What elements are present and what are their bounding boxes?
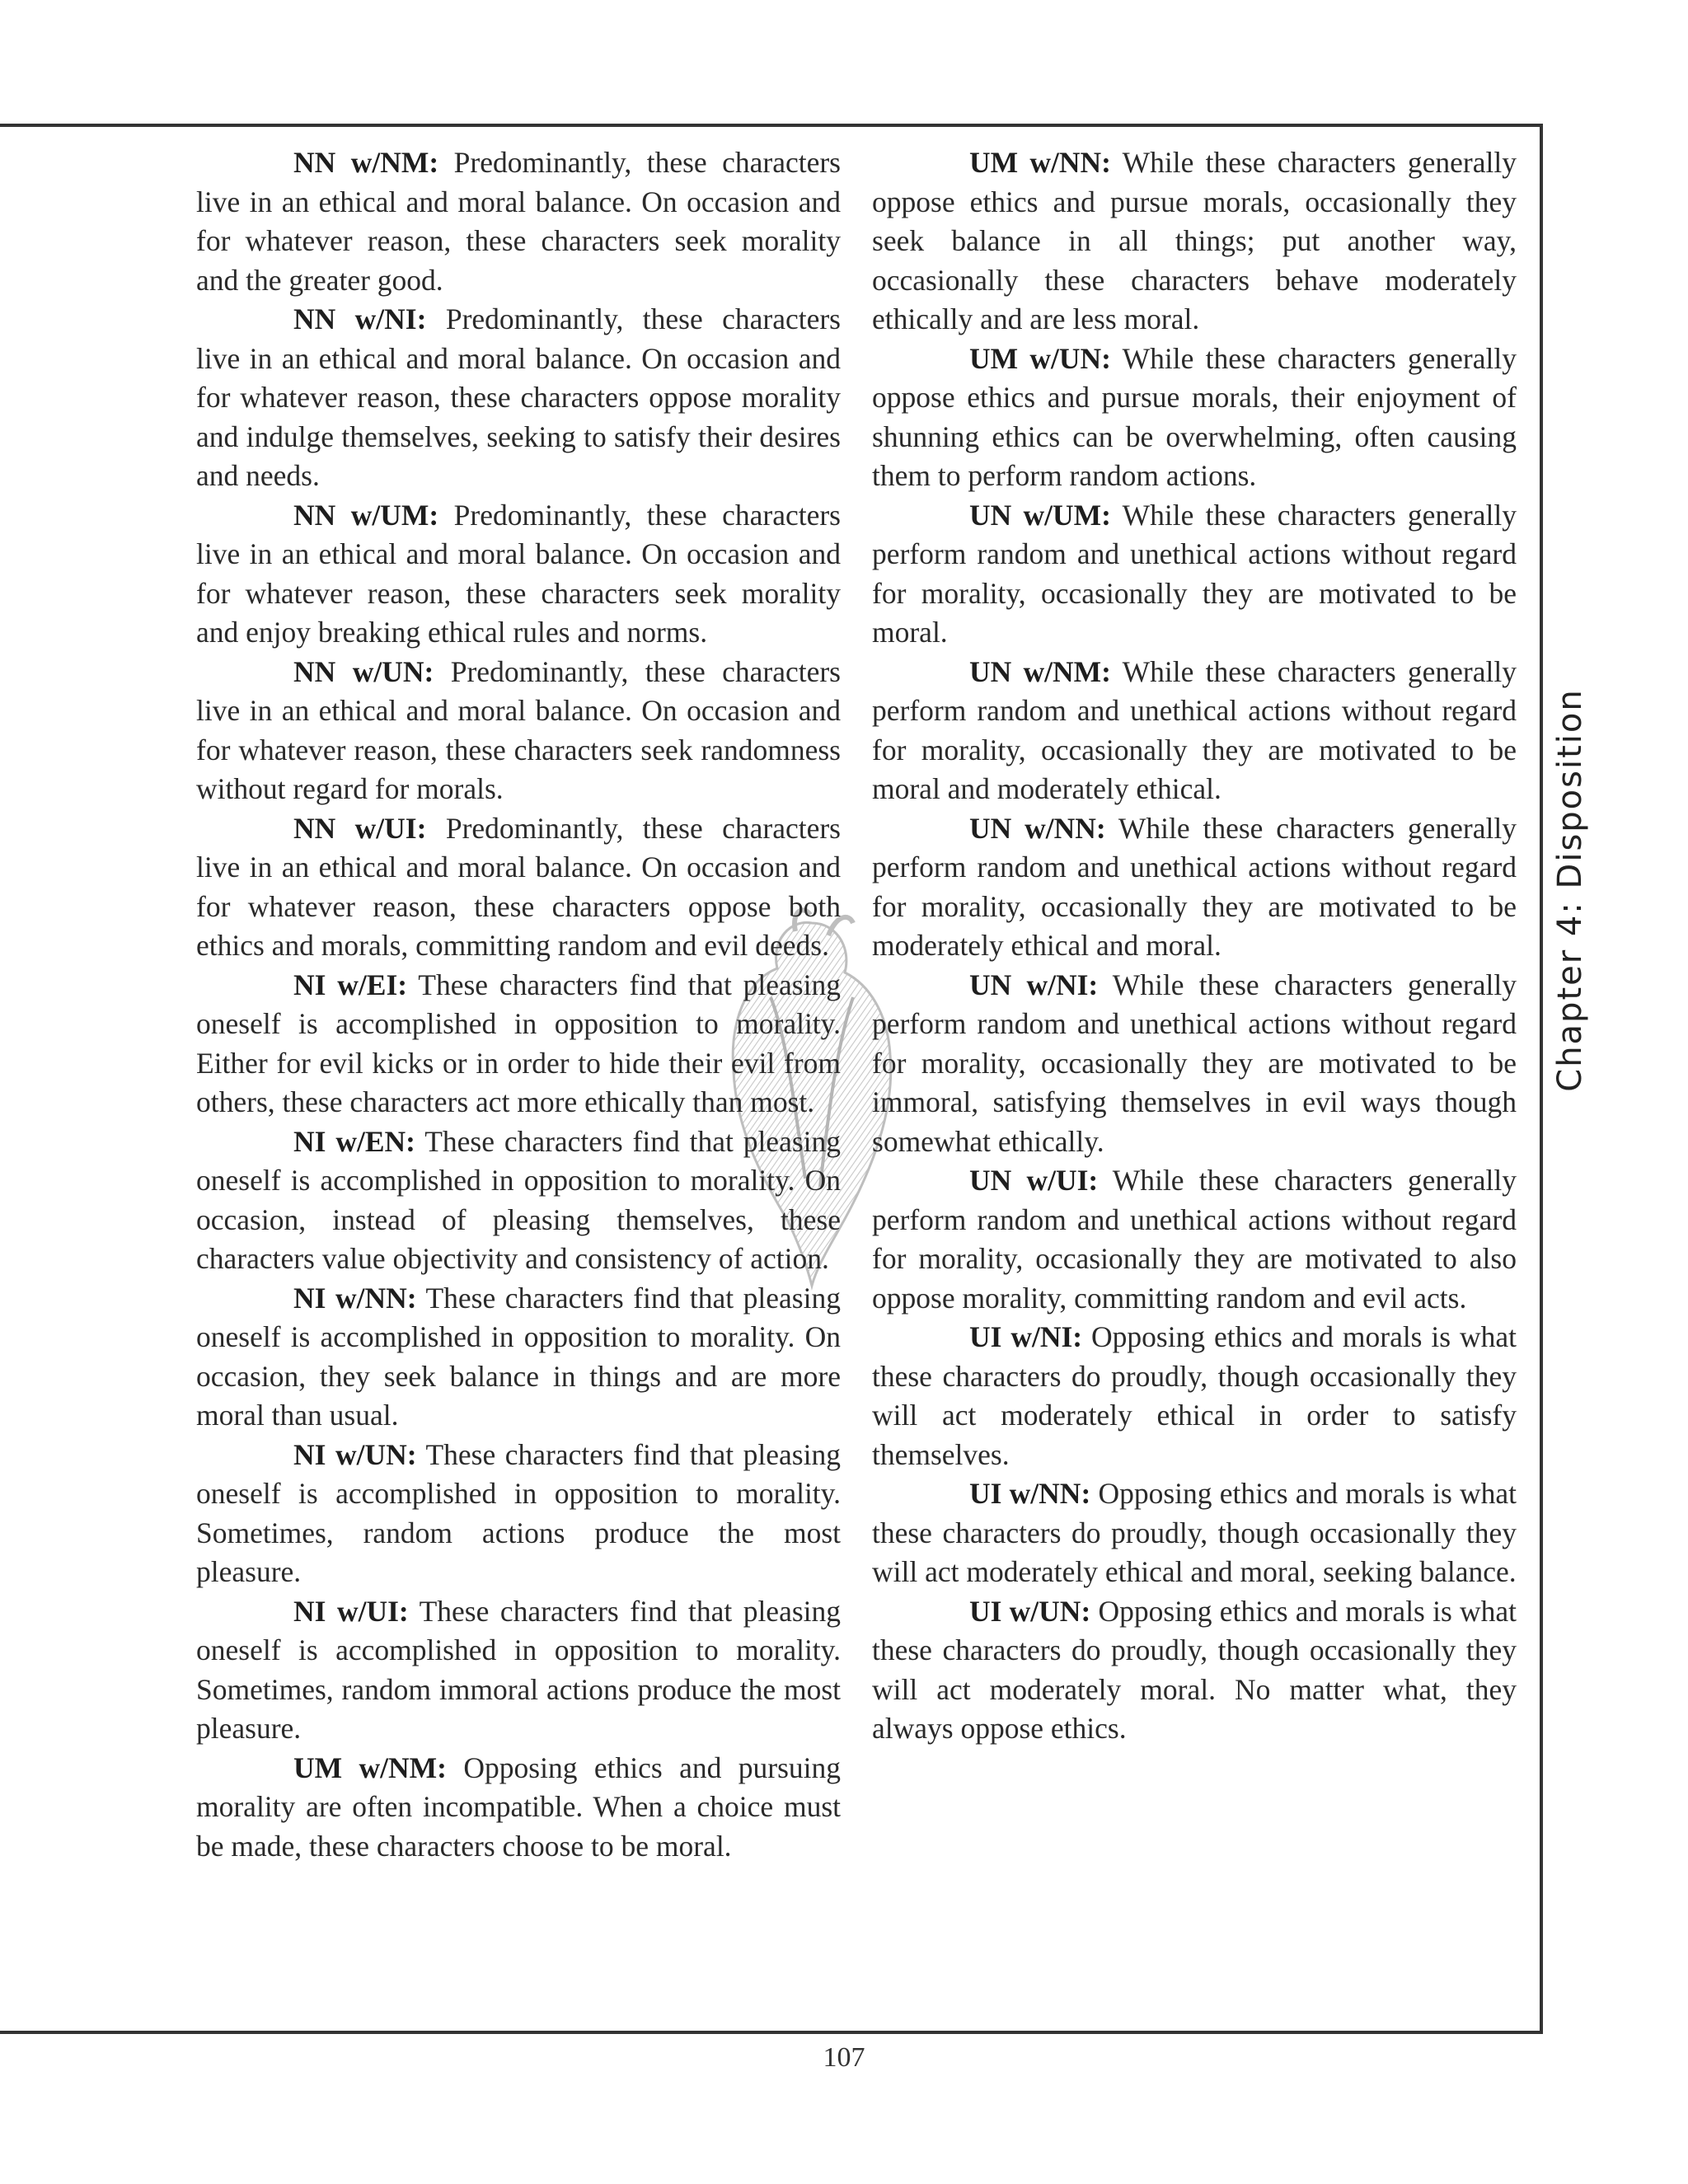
entry-code: NN w/NM: — [293, 146, 439, 179]
chapter-side-heading — [1551, 688, 1589, 1092]
entry-code: UM w/UN: — [969, 341, 1111, 375]
disposition-entry — [872, 809, 1517, 966]
entry-text: Predominantly, these characters live in an ethical and moral balance. On occasion and for whatever reason, these characters seek morality and enjoy breaking ethical rules and norms. — [196, 498, 841, 649]
entry-text: These characters find that pleasing oneself is accomplished in opposition to morality. Sometimes, random immoral actions produce the most pleasure. — [196, 1594, 842, 1745]
disposition-entry — [196, 496, 841, 653]
entry-code: UN w/NI: — [969, 968, 1099, 1001]
entry-text: While these characters generally perform random and unethical actions without regard for morality, occasionally they are motivated to be moral and moderately ethical. — [872, 654, 1517, 805]
entry-text: These characters find that pleasing oneself is accomplished in opposition to morality. On occasion, they seek balance in things and are more moral than usual. — [196, 1281, 841, 1432]
entry-text: Predominantly, these characters live in an ethical and moral balance. On occasion and for whatever reason, these characters oppose both ethics and morals, committing random and evil deeds. — [196, 811, 841, 962]
disposition-entry — [196, 1592, 841, 1749]
entry-code: UI w/NN: — [969, 1477, 1091, 1510]
disposition-entry — [196, 1436, 841, 1592]
entry-text: While these characters generally perform random and unethical actions without regard for morality, occasionally they are motivated to be moral. — [872, 498, 1517, 649]
entry-text: Opposing ethics and morals is what these characters do proudly, though occasionally they will act moderately ethical in order to satisfy themselves. — [872, 1320, 1517, 1471]
chapter-side-heading-text: Chapter 4: Disposition — [1551, 688, 1589, 1092]
disposition-entry — [196, 809, 841, 966]
disposition-entry — [196, 1279, 841, 1436]
entry-text: These characters find that pleasing oneself is accomplished in opposition to morality. Either for evil kicks or in order to hide their evil from others, these characters act more ethically than most. — [196, 968, 841, 1118]
entry-text: Opposing ethics and morals is what these characters do proudly, though occasionally they will act moderately ethical and moral, seeking balance. — [872, 1477, 1517, 1588]
disposition-entry — [196, 653, 841, 809]
entry-text: Opposing ethics and pursuing morality are often incompatible. When a choice must be made, these characters choose to be moral. — [196, 1750, 841, 1863]
entry-code: UI w/NI: — [969, 1320, 1083, 1353]
right-column — [872, 143, 1517, 1749]
entry-code: NN w/UN: — [293, 654, 434, 688]
disposition-entry — [196, 1749, 841, 1867]
entry-code: UN w/UM: — [969, 498, 1111, 532]
entry-text: While these characters generally oppose ethics and pursue morals, occasionally they seek balance in all things; put another way, occasionally these characters behave moderately ethically and are less moral. — [872, 146, 1517, 335]
entry-text: While these characters generally perform random and unethical actions without regard for morality, occasionally they are motivated to be immoral, satisfying themselves in evil ways though somewhat ethically. — [872, 968, 1517, 1158]
entry-code: UN w/NN: — [969, 811, 1106, 845]
entry-code: NN w/UI: — [293, 811, 427, 845]
disposition-entry — [872, 1318, 1517, 1474]
disposition-entry — [196, 966, 841, 1122]
disposition-entry — [872, 340, 1517, 496]
entry-code: NI w/EI: — [293, 968, 408, 1001]
entry-code: UN w/NM: — [969, 654, 1111, 688]
disposition-entry — [196, 143, 841, 300]
entry-code: UM w/NM: — [293, 1750, 448, 1784]
entry-code: NI w/UN: — [293, 1437, 417, 1471]
entry-code: NN w/NI: — [293, 302, 427, 335]
entry-code: NI w/UI: — [293, 1594, 409, 1628]
entry-text: Predominantly, these characters live in an ethical and moral balance. On occasion and for whatever reason, these characters seek randomness without regard for morals. — [196, 654, 841, 805]
entry-text: These characters find that pleasing oneself is accomplished in opposition to morality. Sometimes, random actions produce the most pleasure. — [196, 1437, 841, 1588]
entry-text: While these characters generally perform random and unethical actions without regard for morality, occasionally they are motivated to also oppose morality, committing random and evil acts. — [872, 1164, 1517, 1315]
entry-text: While these characters generally perform random and unethical actions without regard for morality, occasionally they are motivated to be moderately ethical and moral. — [872, 811, 1517, 962]
disposition-entry — [196, 300, 841, 496]
entry-code: UM w/NN: — [969, 146, 1111, 179]
entry-code: UI w/UN: — [969, 1594, 1091, 1628]
disposition-entry — [872, 1592, 1517, 1749]
disposition-entry — [196, 1122, 841, 1279]
entry-text: Opposing ethics and morals is what these characters do proudly, though occasionally they will act moderately moral. No matter what, they always oppose ethics. — [872, 1594, 1517, 1745]
disposition-entry — [872, 1474, 1517, 1592]
entry-code: NI w/EN: — [293, 1124, 415, 1158]
disposition-entry — [872, 496, 1517, 653]
disposition-entry — [872, 966, 1517, 1162]
entry-text: These characters find that pleasing oneself is accomplished in opposition to morality. On occasion, instead of pleasing themselves, these characters value objectivity and consistency of action. — [196, 1124, 842, 1275]
disposition-entry — [872, 1161, 1517, 1318]
page-number: 107 — [823, 2042, 865, 2073]
entry-code: NI w/NN: — [293, 1281, 417, 1315]
entry-text: Predominantly, these characters live in an ethical and moral balance. On occasion and for whatever reason, these characters oppose morality and indulge themselves, seeking to satisfy their desires and needs. — [196, 302, 841, 492]
entry-text: Predominantly, these characters live in an ethical and moral balance. On occasion and for whatever reason, these characters seek morality and the greater good. — [196, 146, 841, 297]
disposition-entry — [872, 653, 1517, 809]
entry-code: UN w/UI: — [969, 1164, 1099, 1197]
left-column — [196, 143, 841, 1866]
entry-text: While these characters generally oppose ethics and pursue morals, their enjoyment of shunning ethics can be overwhelming, often causing them to perform random actions. — [872, 341, 1517, 492]
entry-code: NN w/UM: — [293, 498, 439, 532]
disposition-entry — [872, 143, 1517, 340]
